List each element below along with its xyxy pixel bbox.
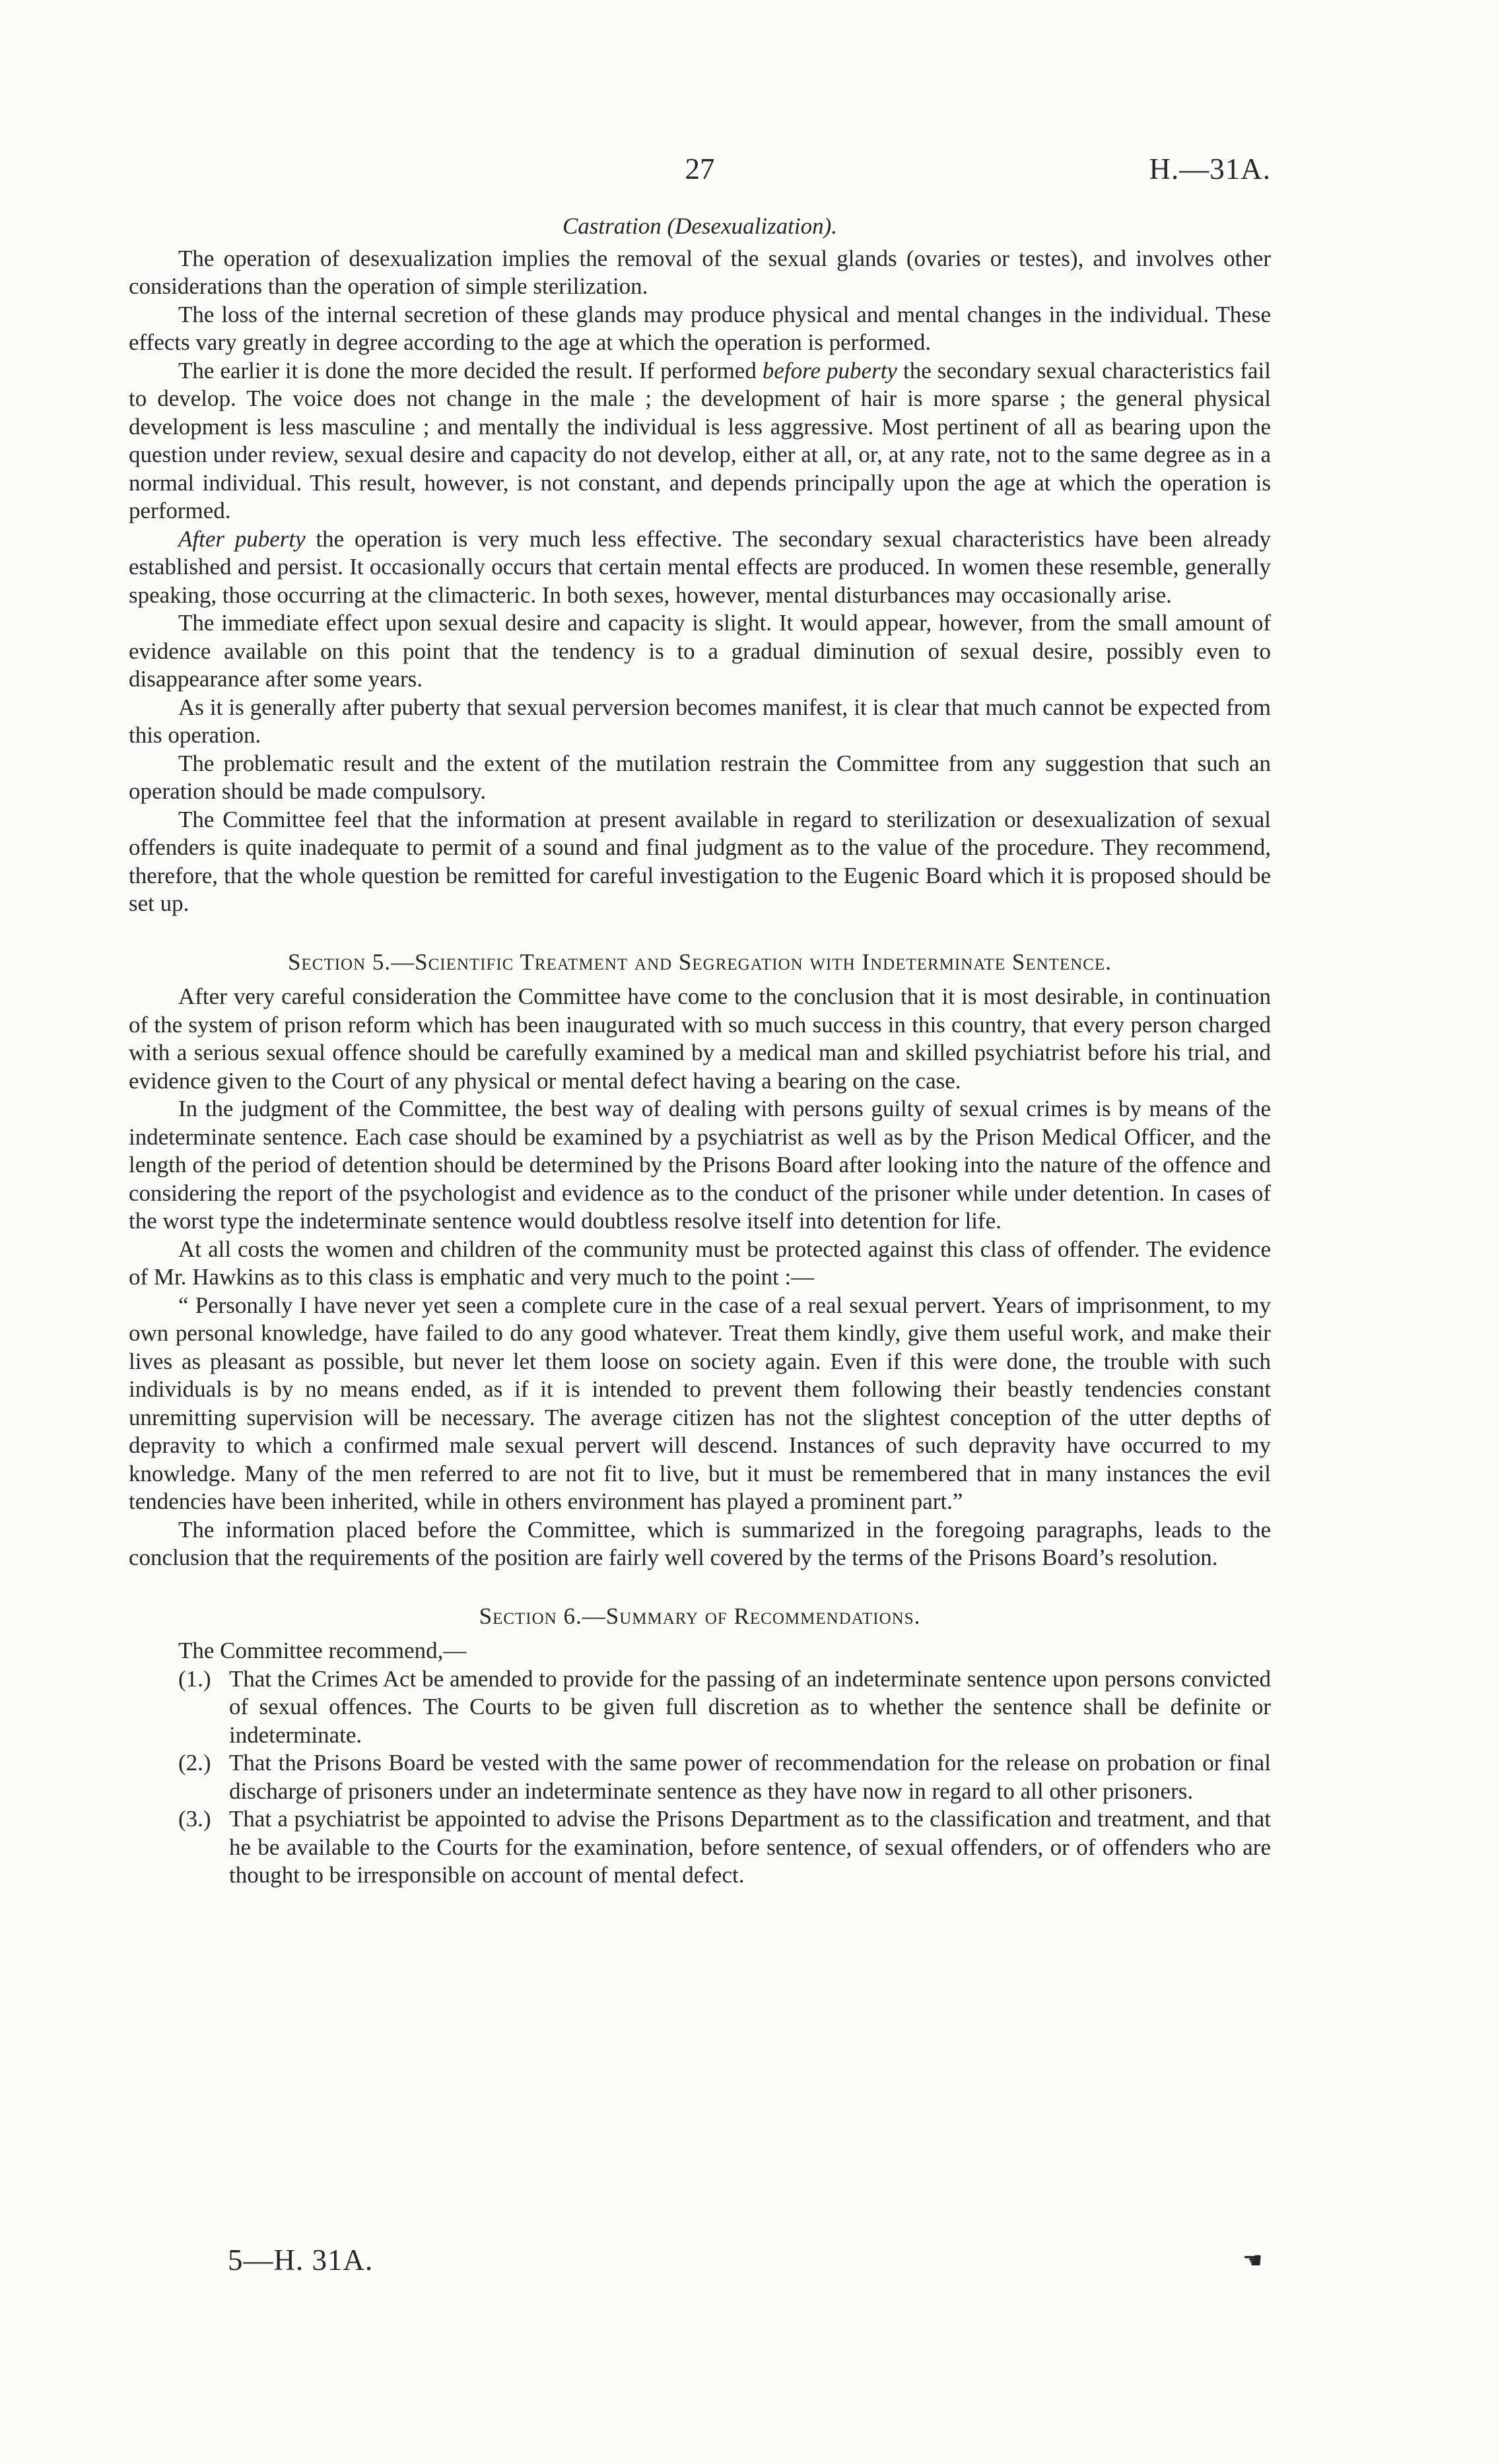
document-reference: H.—31A. — [1149, 152, 1271, 185]
paragraph-text: the secondary sexual characteristics fail to develop. The voice does not change in the male ; the development of hair is more sparse ; the general physical development is less masculine ; and mentally the individual is less aggressive. Most pertinent of all as bearing upon the question under review, sexual desire and capacity do not develop, either at all, or, at any rate, not to the same degree as in a normal individual. This result, however, is not constant, and depends principally upon the age at which the operation is performed. — [129, 357, 1271, 523]
recommendations-list — [129, 1665, 1271, 1890]
item-number: (3.) — [178, 1806, 211, 1832]
paragraph-text: the operation is very much less effective. The secondary sexual characteristics have been already established and persist. It occasionally occurs that certain mental effects are produced. In women these resemble, generally speaking, those occurring at the climacteric. In both sexes, however, mental disturbances may occasionally arise. — [129, 525, 1271, 608]
paragraph: The loss of the internal secretion of these glands may produce physical and mental changes in the individual. These effects vary greatly in degree according to the age at which the operation is performed. — [129, 301, 1271, 355]
item-text: That the Crimes Act be amended to provide for the passing of an indeterminate sentence upon persons convicted of sexual offences. The Courts to be given full discretion as to whether the sentence shall be definite or indeterminate. — [229, 1665, 1271, 1748]
item-number: (1.) — [178, 1665, 211, 1692]
quotation: “ Personally I have never yet seen a complete cure in the case of a real sexual pervert. Years of imprisonment, to my own personal knowledge, have failed to do any good whatever. Treat them kindly, give them useful work, and make their lives as pleasant as possible, but never let them loose on society again. Even if this were done, the trouble with such individuals is by no means ended, as if it is intended to prevent them following their beastly tendencies constant unremitting supervision will be necessary. The average citizen has not the slightest conception of the utter depths of depravity to which a confirmed male sexual pervert will descend. Instances of such depravity have occurred to my knowledge. Many of the men referred to are not fit to live, but it must be remembered that in many instances the evil tendencies have been inherited, while in others environment has played a prominent part.” — [129, 1292, 1271, 1514]
paragraph — [129, 525, 1271, 610]
emphasis-after-puberty: After puberty — [178, 525, 306, 552]
recommendations-intro: The Committee recommend,— — [178, 1638, 467, 1663]
paragraph: The Committee feel that the information at present available in regard to sterilization or desexualization of sexual offenders is quite inadequate to permit of a sound and final judgment as to the value of the procedure. They recommend, therefore, that the whole question be remitted for careful investigation to the Eugenic Board which it is proposed should be set up. — [129, 806, 1271, 916]
paragraph: In the judgment of the Committee, the best way of dealing with persons guilty of sexual crimes is by means of the indeterminate sentence. Each case should be examined by a psychiatrist as well as by the Prison Medical Officer, and the length of the period of detention should be determined by the Prisons Board after looking into the nature of the offence and considering the report of the psychologist and evidence as to the conduct of the prisoner while under detention. In cases of the worst type the indeterminate sentence would doubtless resolve itself into detention for life. — [129, 1096, 1271, 1234]
paragraph: At all costs the women and children of the community must be protected against this class of offender. The evidence of Mr. Hawkins as to this class is emphatic and very much to the point :— — [129, 1236, 1271, 1290]
item-text: That the Prisons Board be vested with the same power of recommendation for the release on probation or final discharge of prisoners under an indeterminate sentence as they have now in regard to all other prisoners. — [229, 1750, 1271, 1804]
list-item — [129, 1665, 1271, 1750]
paragraph: As it is generally after puberty that sexual perversion becomes manifest, it is clear that much cannot be expected from this operation. — [129, 694, 1271, 748]
list-item — [129, 1749, 1271, 1805]
page-header — [129, 152, 1271, 191]
paragraph: The information placed before the Committee, which is summarized in the foregoing paragraphs, leads to the conclusion that the requirements of the position are fairly well covered by the terms of the Prisons Board’s resolution. — [129, 1516, 1271, 1570]
paragraph: After very careful consideration the Committee have come to the conclusion that it is most desirable, in continuation of the system of prison reform which has been inaugurated with so much success in this country, that every person charged with a serious sexual offence should be carefully examined by a medical man and skilled psychiatrist before his trial, and evidence given to the Court of any physical or mental defect having a bearing on the case. — [129, 983, 1271, 1094]
paragraph-text: The earlier it is done the more decided the result. If performed — [178, 357, 763, 383]
paragraph: The immediate effect upon sexual desire and capacity is slight. It would appear, however, from the small amount of evidence available on this point that the tendency is to a gradual diminution of sexual desire, possibly even to disappearance after some years. — [129, 610, 1271, 692]
item-text: That a psychiatrist be appointed to advise the Prisons Department as to the classification and treatment, and that he be available to the Courts for the examination, before sentence, of sexual offenders, or of offenders who are thought to be irresponsible on account of mental defect. — [229, 1806, 1271, 1888]
castration-heading: Castration (Desexualization). — [562, 213, 838, 239]
paragraph: The problematic result and the extent of the mutilation restrain the Committee from any suggestion that such an operation should be made compulsory. — [129, 750, 1271, 804]
list-item — [129, 1805, 1271, 1890]
item-number: (2.) — [178, 1750, 211, 1776]
emphasis-before-puberty: before puberty — [762, 357, 897, 383]
body-text — [129, 213, 1271, 1890]
paragraph — [129, 357, 1271, 525]
page-number: 27 — [685, 152, 715, 185]
footer-signature-ref: 5—H. 31A. — [228, 2244, 374, 2277]
paragraph: The operation of desexualization implies the removal of the sexual glands (ovaries or testes), and involves other considerations than the operation of simple sterilization. — [129, 245, 1271, 299]
section-6-heading: Section 6.—Summary of Recommendations. — [479, 1603, 921, 1629]
pointing-hand-icon: ☚ — [1243, 2249, 1263, 2273]
section-5-heading: Section 5.—Scientific Treatment and Segregation with Indeterminate Sentence. — [288, 949, 1112, 975]
